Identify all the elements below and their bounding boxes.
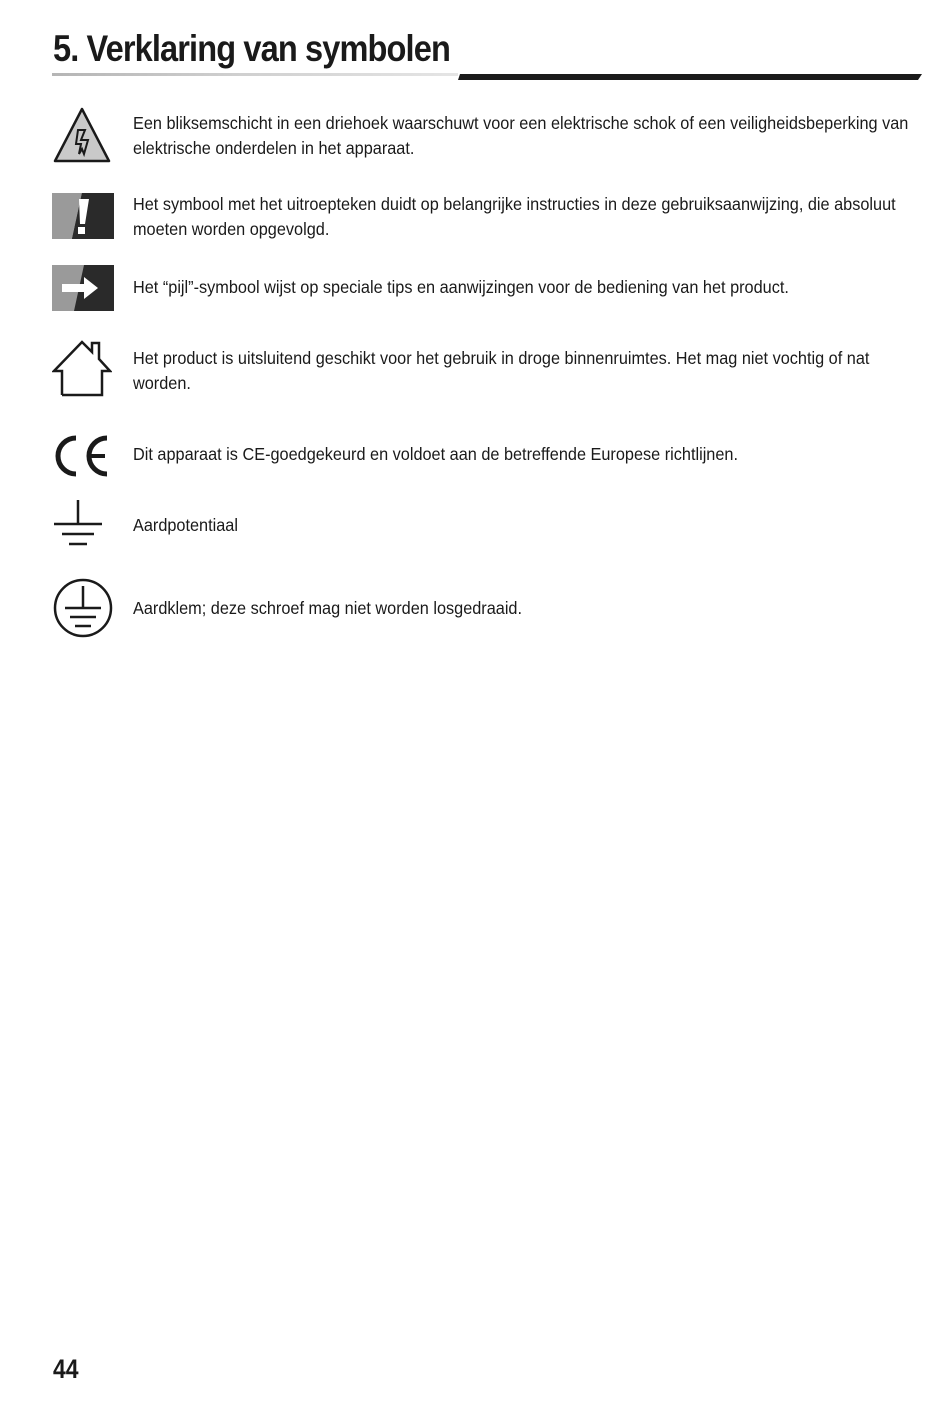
house-icon <box>52 339 112 397</box>
symbol-description: Het product is uitsluitend geschikt voor het gebruik in droge binnenruimtes. Het mag niet vochtig of nat worden. <box>133 348 870 393</box>
symbol-description: Aardklem; deze schroef mag niet worden losgedraaid. <box>133 598 523 618</box>
page-number: 44 <box>53 1354 79 1384</box>
exclamation-icon <box>52 193 114 239</box>
symbol-description: Aardpotentiaal <box>133 515 238 535</box>
symbol-description: Het “pijl”-symbool wijst op speciale tips en aanwijzingen voor de bediening van het product. <box>133 277 789 297</box>
symbol-description: Een bliksemschicht in een driehoek waarschuwt voor een elektrische schok of een veiligheidsbeperking van elektrische onderdelen in het apparaat. <box>133 113 909 158</box>
ground-icon <box>52 498 104 548</box>
protective-earth-icon <box>52 577 114 639</box>
lightning-triangle-icon <box>52 106 112 164</box>
symbol-description: Dit apparaat is CE-goedgekeurd en voldoet aan de betreffende Europese richtlijnen. <box>133 444 738 464</box>
ce-mark-icon <box>52 434 112 478</box>
symbol-description: Het symbool met het uitroepteken duidt op belangrijke instructies in deze gebruiksaanwijzing, die absoluut moeten worden opgevolgd. <box>133 194 896 239</box>
title-underline <box>52 66 922 82</box>
arrow-icon <box>52 265 114 311</box>
page-title: 5. Verklaring van symbolen <box>53 28 450 69</box>
